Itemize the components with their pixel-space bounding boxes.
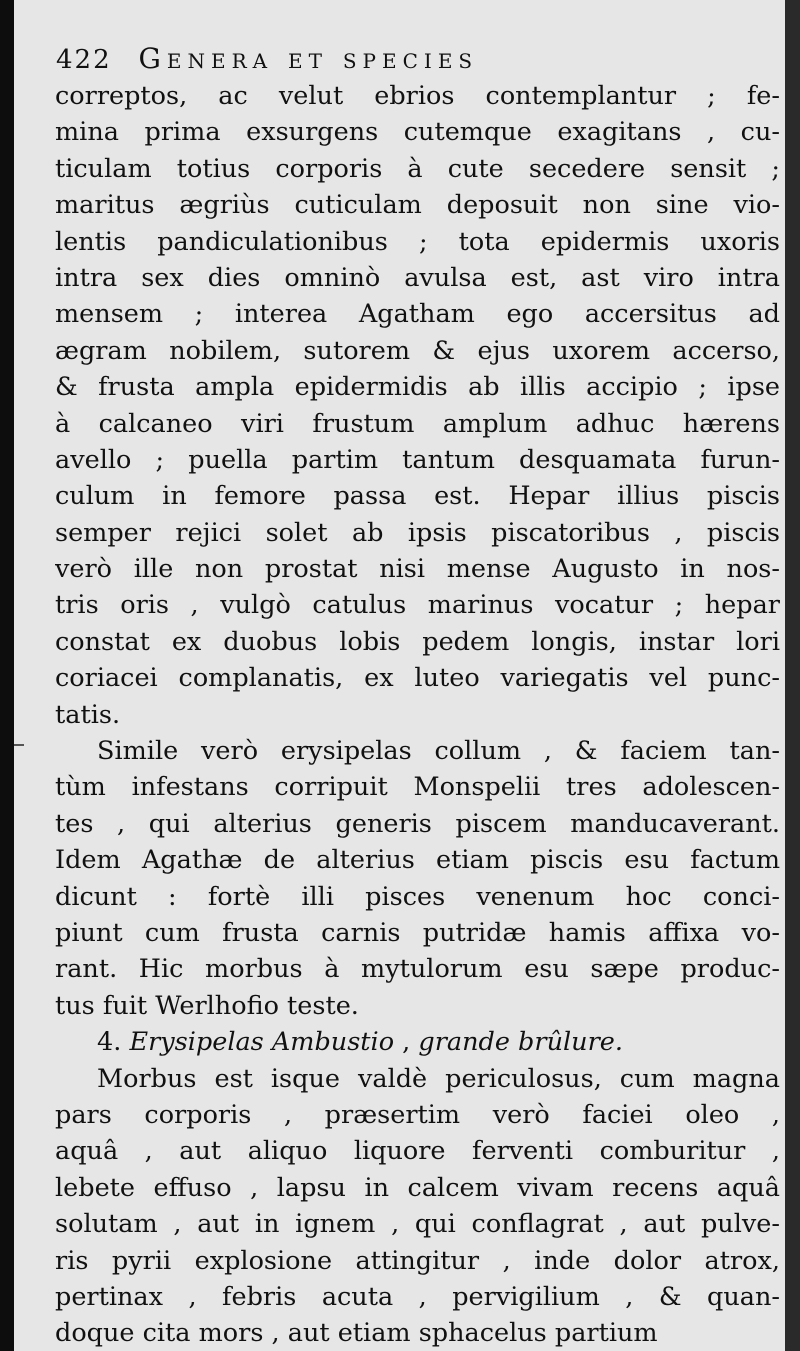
text-line: culum in femore passa est. Hepar illius piscis — [55, 481, 780, 512]
paragraph-3 — [55, 1061, 780, 1351]
body-text — [55, 78, 780, 1351]
text-line: tes , qui alterius generis piscem manducaverant. — [55, 808, 780, 839]
text-line: ris pyrii explosione attingitur , inde dolor atrox, — [55, 1245, 780, 1276]
margin-mark — [14, 744, 24, 746]
text-line: constat ex duobus lobis pedem longis, instar lori — [55, 626, 780, 657]
text-line: rant. Hic morbus à mytulorum esu sæpe produc- — [55, 954, 780, 985]
text-line: correptos, ac velut ebrios contemplantur ; fe- — [55, 81, 780, 111]
text-line: ticulam totius corporis à cute secedere sensit ; — [55, 153, 780, 184]
heading-separator: , — [394, 1027, 419, 1058]
text-line: tus fuit Werlhofio teste. — [55, 990, 359, 1021]
text-line: tris oris , vulgò catulus marinus vocatur ; hepar — [55, 590, 780, 621]
text-line: tùm infestans corripuit Monspelii tres adolescen- — [55, 772, 780, 803]
text-line: aquâ , aut aliquo liquore ferventi comburitur , — [55, 1136, 780, 1167]
text-line: intra sex dies omninò avulsa est, ast viro intra — [55, 262, 780, 293]
section-latin-title: Erysipelas Ambustio — [129, 1027, 395, 1058]
text-line: piunt cum frusta carnis putridæ hamis affixa vo- — [55, 917, 780, 948]
text-line: tatis. — [55, 699, 121, 730]
text-line: maritus ægriùs cuticulam deposuit non sine vio- — [55, 190, 780, 221]
text-line: semper rejici solet ab ipsis piscatoribus , piscis — [55, 517, 780, 548]
running-header — [56, 42, 478, 75]
text-line: avello ; puella partim tantum desquamata furun- — [55, 444, 780, 475]
text-line: doque cita mors , aut etiam sphacelus partium — [55, 1318, 658, 1349]
section-french-title: grande brûlure. — [418, 1027, 623, 1058]
paragraph-1 — [55, 78, 780, 733]
text-line: lentis pandiculationibus ; tota epidermis uxoris — [55, 226, 780, 257]
scan-left-border — [0, 0, 14, 1351]
text-line: à calcaneo viri frustum amplum adhuc hærens — [55, 408, 780, 439]
text-line: Simile verò erysipelas collum , & faciem tan- — [97, 736, 780, 767]
scan-right-border — [785, 0, 800, 1351]
text-line: ægram nobilem, sutorem & ejus uxorem accerso, — [55, 335, 780, 366]
section-number: 4. — [97, 1027, 122, 1058]
text-line: dicunt : fortè illi pisces venenum hoc conci- — [55, 881, 780, 912]
book-page — [14, 0, 785, 1351]
running-title: Genera et species — [138, 42, 479, 75]
text-line: mensem ; interea Agatham ego accersitus ad — [55, 299, 780, 330]
text-line: coriacei complanatis, ex luteo variegatis vel punc- — [55, 663, 780, 694]
paragraph-2 — [55, 733, 780, 1024]
text-line: pertinax , febris acuta , pervigilium , & quan- — [55, 1281, 780, 1312]
text-line: mina prima exsurgens cutemque exagitans , cu- — [55, 117, 780, 148]
section-heading — [55, 1024, 780, 1060]
text-line: & frusta ampla epidermidis ab illis accipio ; ipse — [55, 372, 780, 403]
text-line: pars corporis , præsertim verò faciei oleo , — [55, 1099, 780, 1130]
page-number: 422 — [56, 45, 112, 75]
text-line: Morbus est isque valdè periculosus, cum magna — [97, 1063, 780, 1094]
text-line: lebete effuso , lapsu in calcem vivam recens aquâ — [55, 1172, 780, 1203]
text-line: Idem Agathæ de alterius etiam piscis esu factum — [55, 845, 780, 876]
text-line: verò ille non prostat nisi mense Augusto in nos- — [55, 554, 780, 585]
text-line: solutam , aut in ignem , qui conflagrat , aut pulve- — [55, 1209, 780, 1240]
